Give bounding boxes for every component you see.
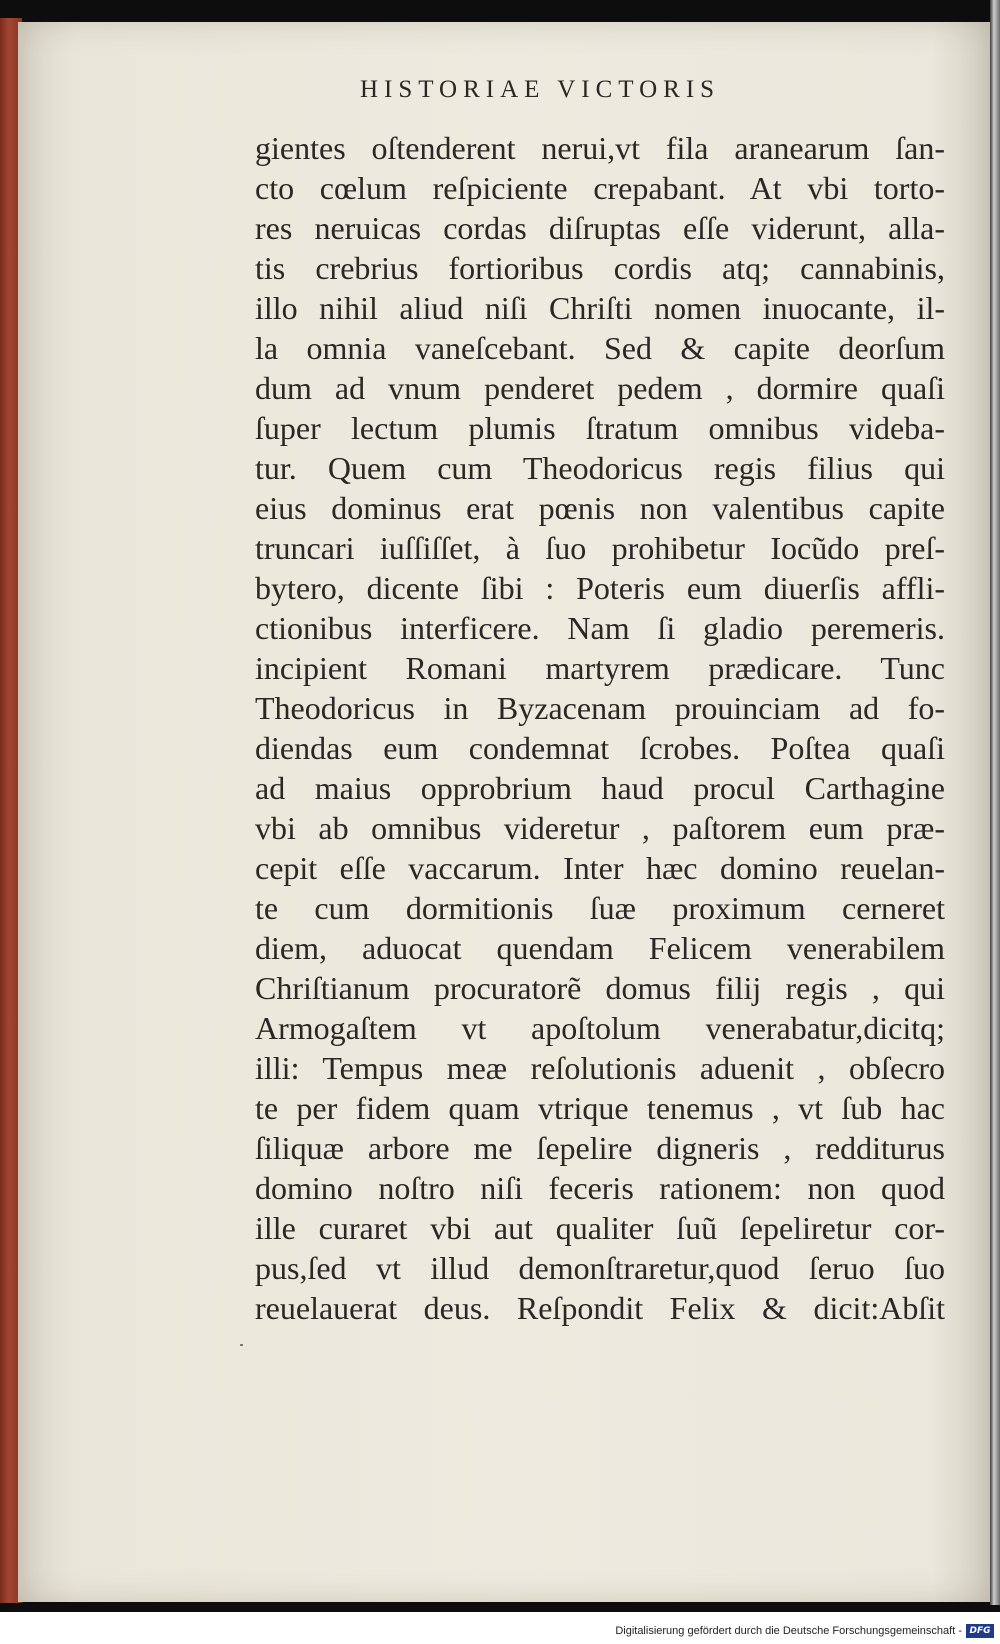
text-line: la omnia vaneſcebant. Sed & capite deorſum <box>255 330 945 366</box>
text-line: tis crebrius fortioribus cordis atq; cannabinis, <box>255 250 945 286</box>
text-line: diem, aduocat quendam Felicem venerabilem <box>255 930 945 966</box>
text-line: incipient Romani martyrem prædicare. Tunc <box>255 650 945 686</box>
running-header: HISTORIAE VICTORIS <box>359 76 721 103</box>
text-line: dum ad vnum penderet pedem , dormire quaſi <box>255 370 945 406</box>
text-line: domino noſtro niſi feceris rationem: non quod <box>255 1170 945 1206</box>
text-line: diendas eum condemnat ſcrobes. Poſtea quaſi <box>255 730 945 766</box>
text-line: ſuper lectum plumis ſtratum omnibus videba- <box>255 410 945 446</box>
text-line: illo nihil aliud niſi Chriſti nomen inuocante, il- <box>255 290 945 326</box>
text-line: tur. Quem cum Theodoricus regis filius qui <box>255 450 945 486</box>
text-line: res neruicas cordas diſruptas eſſe viderunt, alla- <box>255 210 945 246</box>
paper-speck <box>240 1344 243 1346</box>
body-text <box>255 128 945 1328</box>
text-line: gientes oſtenderent nerui,vt fila aranearum ſan- <box>255 130 945 166</box>
dfg-logo: DFG <box>966 1624 994 1638</box>
text-line: truncari iuſſiſſet, à ſuo prohibetur Iocũdo preſ- <box>255 530 945 566</box>
text-line: cto cœlum reſpiciente crepabant. At vbi torto- <box>255 170 945 206</box>
page-edge-right <box>990 0 1000 1605</box>
footer-credit: Digitalisierung gefördert durch die Deutsche Forschungsgemeinschaft - <box>615 1625 962 1637</box>
text-line: Theodoricus in Byzacenam prouinciam ad fo- <box>255 690 945 726</box>
text-line: ad maius opprobrium haud procul Carthagine <box>255 770 945 806</box>
text-line: eius dominus erat pœnis non valentibus capite <box>255 490 945 526</box>
text-line: te cum dormitionis ſuæ proximum cerneret <box>255 890 945 926</box>
text-line: illi: Tempus meæ reſolutionis aduenit , obſecro <box>255 1050 945 1086</box>
text-line: Armogaſtem vt apoſtolum venerabatur,dicitq; <box>255 1010 945 1046</box>
text-line: bytero, dicente ſibi : Poteris eum diuerſis affli- <box>255 570 945 606</box>
text-line: pus,ſed vt illud demonſtraretur,quod ſeruo ſuo <box>255 1250 945 1286</box>
text-line: Chriſtianum procuratorẽ domus filij regis , qui <box>255 970 945 1006</box>
text-line: vbi ab omnibus videretur , paſtorem eum præ- <box>255 810 945 846</box>
text-line: reuelauerat deus. Reſpondit Felix & dicit:Abſit <box>255 1290 945 1326</box>
text-line: ſiliquæ arbore me ſepelire digneris , redditurus <box>255 1130 945 1166</box>
text-line: ille curaret vbi aut qualiter ſuũ ſepeliretur cor- <box>255 1210 945 1246</box>
text-line: cepit eſſe vaccarum. Inter hæc domino reuelan- <box>255 850 945 886</box>
text-line: te per fidem quam vtrique tenemus , vt ſub hac <box>255 1090 945 1126</box>
text-line: ctionibus interficere. Nam ſi gladio peremeris. <box>255 610 945 646</box>
footer-bar <box>0 1612 1000 1644</box>
